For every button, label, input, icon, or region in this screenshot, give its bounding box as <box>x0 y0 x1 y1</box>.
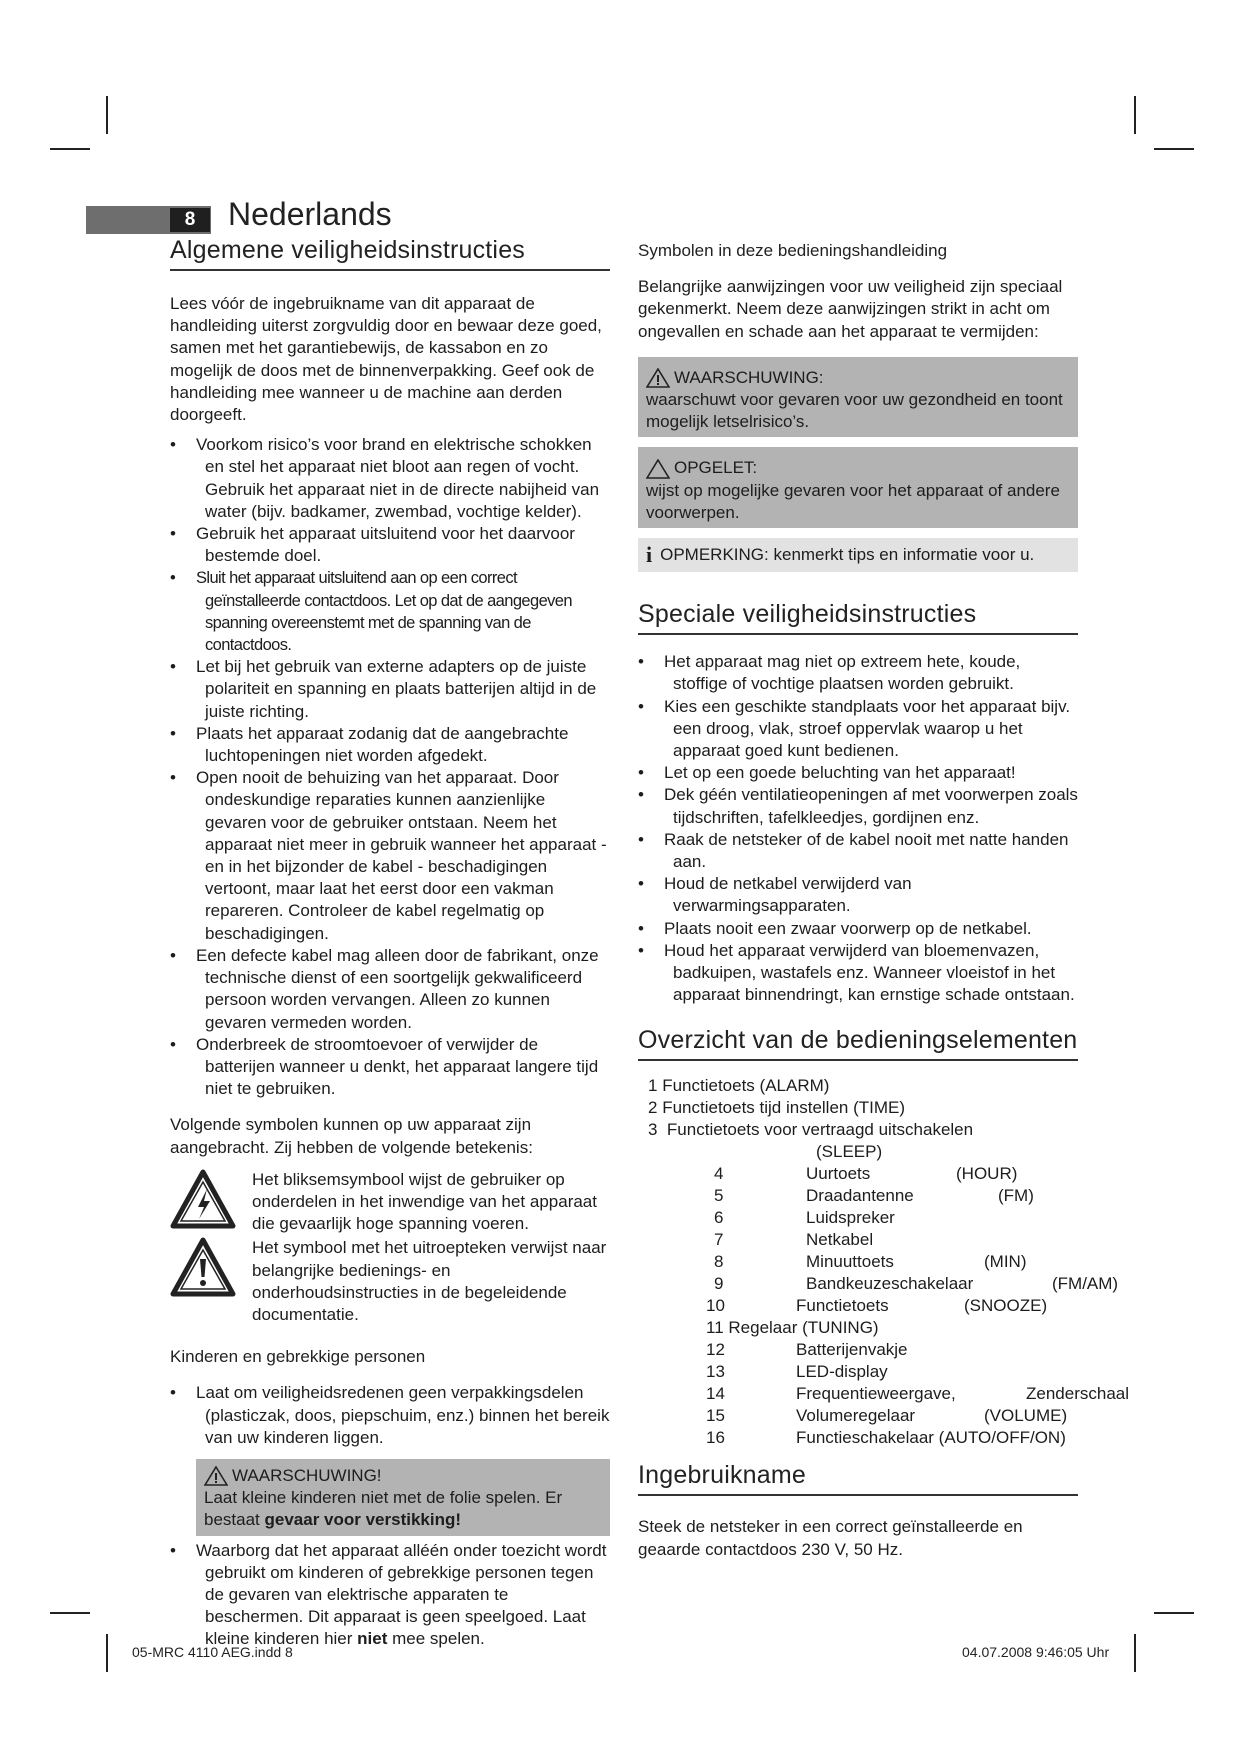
controls-list <box>638 1075 1130 1448</box>
info-icon: i <box>646 542 653 568</box>
list-item: Functieschakelaar (AUTO/OFF/ON) <box>796 1428 1066 1448</box>
list-item: • Een defecte kabel mag alleen door de fabrikant, onze technische dienst of een soortgelijk gekwalificeerd persoon worden vervangen. Alleen zo kunnen gevaren vermeden worden. <box>179 945 610 1034</box>
list-item: Luidspreker <box>806 1208 895 1228</box>
list-item: • Onderbreek de stroomtoevoer of verwijder de batterijen wanneer u denkt, het apparaat langere tijd niet te gebruiken. <box>179 1034 610 1101</box>
crop-mark <box>1134 1634 1136 1672</box>
list-item: • Gebruik het apparaat uitsluitend voor het daarvoor bestemde doel. <box>179 523 610 567</box>
list-item: Netkabel <box>806 1230 874 1250</box>
list-item: Minuuttoets <box>806 1252 894 1272</box>
list-item: LED-display <box>796 1362 888 1382</box>
intro-paragraph: Lees vóór de ingebruikname van dit apparaat de handleiding uiterst zorgvuldig door en bewaar deze goed, samen met het garantiebewijs, de kassabon en zo mogelijk de doos met de binnenverpakking. Geef ook de handleiding mee wanneer u de machine aan derden doorgeeft. <box>170 294 602 425</box>
list-item: • Dek géén ventilatieopeningen af met voorwerpen zoals tijdschriften, tafelkleedjes, gordijnen enz. <box>647 784 1078 828</box>
section-title-general-safety: Algemene veiligheidsinstructies <box>170 236 610 271</box>
list-item-num: 14 <box>706 1384 725 1404</box>
list-item-extra: (SNOOZE) <box>964 1296 1048 1316</box>
list-item-extra: (FM/AM) <box>1052 1274 1119 1294</box>
special-safety-list <box>638 651 1078 1006</box>
caution-text: wijst op mogelijke gevaren voor het apparaat of andere voorwerpen. <box>646 480 1060 522</box>
crop-mark <box>106 96 108 134</box>
caution-title: OPGELET: <box>674 458 758 478</box>
list-item: 2 Functietoets tijd instellen (TIME) <box>648 1098 906 1118</box>
page-number: 8 <box>170 208 210 232</box>
list-item: • Plaats nooit een zwaar voorwerp op de netkabel. <box>647 918 1078 940</box>
caution-box <box>638 447 1078 528</box>
list-item-extra: Zenderschaal <box>1026 1384 1130 1404</box>
crop-mark <box>1154 1612 1194 1614</box>
list-item: • Raak de netsteker of de kabel nooit met natte handen aan. <box>647 829 1078 873</box>
children-warning-bold: gevaar voor verstikking! <box>264 1510 462 1530</box>
page-title: Nederlands <box>228 196 392 232</box>
symbols-text: Belangrijke aanwijzingen voor uw veiligheid zijn speciaal gekenmerkt. Neem deze aanwijzingen strikt in acht om ongevallen en schade aan het apparaat te vermijden: <box>638 277 1063 341</box>
list-item: • Open nooit de behuizing van het apparaat. Door ondeskundige reparaties kunnen aanzienlijke gevaren voor de gebruiker ontstaan. Neem het apparaat niet meer in gebruik wanneer het apparaat - en in het bijzonder de kabel - beschadigingen vertoont, maar laat het eerst door een vakman repareren. Controleer de kabel regelmatig op beschadigingen. <box>179 767 610 945</box>
list-item-extra: (VOLUME) <box>984 1406 1068 1426</box>
list-item-num: 7 <box>714 1230 724 1250</box>
note-box <box>638 538 1078 572</box>
list-item-extra: (SLEEP) <box>816 1142 883 1162</box>
startup-text: Steek de netsteker in een correct geïnstalleerde en geaarde contactdoos 230 V, 50 Hz. <box>638 1517 1023 1559</box>
list-item: • Sluit het apparaat uitsluitend aan op een correct geïnstalleerde contactdoos. Let op dat de aangegeven spanning overeenstemt met de spanning van de contactdoos. <box>179 567 610 656</box>
list-item: Batterijenvakje <box>796 1340 908 1360</box>
section-title-controls: Overzicht van de bedieningselementen <box>638 1026 1078 1061</box>
list-item-num: 10 <box>706 1296 725 1316</box>
list-item: • Houd het apparaat verwijderd van bloemenvazen, badkuipen, wastafels enz. Wanneer vloeistof in het apparaat binnendringt, kan ernstige schade ontstaan. <box>647 940 1078 1007</box>
list-item: • Houd de netkabel verwijderd van verwarmingsapparaten. <box>647 873 1078 917</box>
list-item-num: 8 <box>714 1252 724 1272</box>
list-item-num: 6 <box>714 1208 724 1228</box>
list-item-num: 12 <box>706 1340 725 1360</box>
warning-title: WAARSCHUWING: <box>674 367 824 387</box>
note-title: OPMERKING: <box>660 545 769 565</box>
symbol-exclamation-row <box>170 1237 610 1326</box>
list-item: • Voorkom risico’s voor brand en elektrische schokken en stel het apparaat niet bloot aan regen of vocht. Gebruik het apparaat niet in de directe nabijheid van water (bijv. badkamer, zwembad, vochtige kelder). <box>179 434 610 523</box>
section-title-special-safety: Speciale veiligheidsinstructies <box>638 600 1078 635</box>
lightning-warning-icon <box>170 1169 236 1229</box>
warning-icon <box>204 1466 228 1486</box>
exclamation-warning-icon <box>170 1237 236 1297</box>
symbols-intro: Volgende symbolen kunnen op uw apparaat zijn aangebracht. Zij hebben de volgende betekenis: <box>170 1115 533 1157</box>
lightning-symbol-text: Het bliksemsymbool wijst de gebruiker op onderdelen in het inwendige van het apparaat die gevaarlijk hoge spanning voeren. <box>252 1169 597 1234</box>
children-list-2 <box>170 1540 610 1651</box>
list-item-num: 15 <box>706 1406 725 1426</box>
crop-mark <box>1134 96 1136 134</box>
list-item: • Let bij het gebruik van externe adapters op de juiste polariteit en spanning en plaats batterijen altijd in de juiste richting. <box>179 656 610 723</box>
list-item: 11 Regelaar (TUNING) <box>706 1318 879 1338</box>
list-item-extra: (MIN) <box>984 1252 1027 1272</box>
warning-icon <box>646 368 670 388</box>
list-item: Bandkeuzeschakelaar <box>806 1274 974 1294</box>
list-item-extra: (FM) <box>998 1186 1034 1206</box>
children-list <box>170 1382 610 1449</box>
list-item: 3 Functietoets voor vertraagd uitschakelen <box>648 1120 974 1140</box>
list-item: Draadantenne <box>806 1186 914 1206</box>
crop-mark <box>106 1634 108 1672</box>
list-item-num: 16 <box>706 1428 725 1448</box>
crop-mark <box>50 1612 90 1614</box>
note-text: kenmerkt tips en informatie voor u. <box>773 545 1035 565</box>
list-item: • Kies een geschikte standplaats voor het apparaat bijv. een droog, vlak, stroef oppervlak waarop u het apparaat goed kunt bedienen. <box>647 696 1078 763</box>
children-warning-title: WAARSCHUWING! <box>232 1465 382 1485</box>
right-column <box>638 240 1130 1561</box>
crop-mark <box>50 148 90 150</box>
list-item: • Let op een goede beluchting van het apparaat! <box>647 762 1078 784</box>
list-item: • Laat om veiligheidsredenen geen verpakkingsdelen (plasticzak, doos, piepschuim, enz.) binnen het bereik van uw kinderen liggen. <box>179 1382 610 1449</box>
crop-mark <box>1154 148 1194 150</box>
footer-date: 04.07.2008 9:46:05 Uhr <box>962 1644 1110 1660</box>
children-warning-text: Laat kleine kinderen niet met de folie spelen. Er bestaat <box>204 1488 563 1530</box>
list-item: 1 Functietoets (ALARM) <box>648 1076 830 1096</box>
list-item: Volumeregelaar <box>796 1406 916 1426</box>
warning-box <box>638 357 1078 438</box>
list-item-num: 13 <box>706 1362 725 1382</box>
list-item: Functietoets <box>796 1296 889 1316</box>
children-warning-box <box>196 1459 610 1536</box>
list-item: • Het apparaat mag niet op extreem hete, koude, stoffige of vochtige plaatsen worden gebruikt. <box>647 651 1078 695</box>
list-item: • Plaats het apparaat zodanig dat de aangebrachte luchtopeningen niet worden afgedekt. <box>179 723 610 767</box>
footer-file: 05-MRC 4110 AEG.indd 8 <box>132 1644 293 1660</box>
symbols-title: Symbolen in deze bedieningshandleiding <box>638 241 948 260</box>
caution-icon <box>646 459 670 479</box>
list-item-num: 5 <box>714 1186 724 1206</box>
safety-list <box>170 434 610 1100</box>
children-title: Kinderen en gebrekkige personen <box>170 1347 426 1367</box>
section-title-startup: Ingebruikname <box>638 1461 1078 1496</box>
list-item: • Waarborg dat het apparaat alléén onder toezicht wordt gebruikt om kinderen of gebrekkige personen tegen de gevaren van elektrische apparaten te beschermen. Dit apparaat is geen speelgoed. Laat kleine kinderen hier niet mee spelen. <box>179 1540 610 1651</box>
symbol-lightning-row <box>170 1169 610 1236</box>
list-item: Frequentieweergave, <box>796 1384 956 1404</box>
list-item-num: 4 <box>714 1164 724 1184</box>
warning-text: waarschuwt voor gevaren voor uw gezondheid en toont mogelijk letselrisico’s. <box>646 390 1063 432</box>
list-item: Uurtoets <box>806 1164 871 1184</box>
left-column <box>170 236 610 1651</box>
list-item-num: 9 <box>714 1274 724 1294</box>
list-item-extra: (HOUR) <box>956 1164 1018 1184</box>
exclamation-symbol-text: Het symbool met het uitroepteken verwijst naar belangrijke bedienings- en onderhoudsinstructies in de begeleidende documentatie. <box>252 1238 607 1324</box>
